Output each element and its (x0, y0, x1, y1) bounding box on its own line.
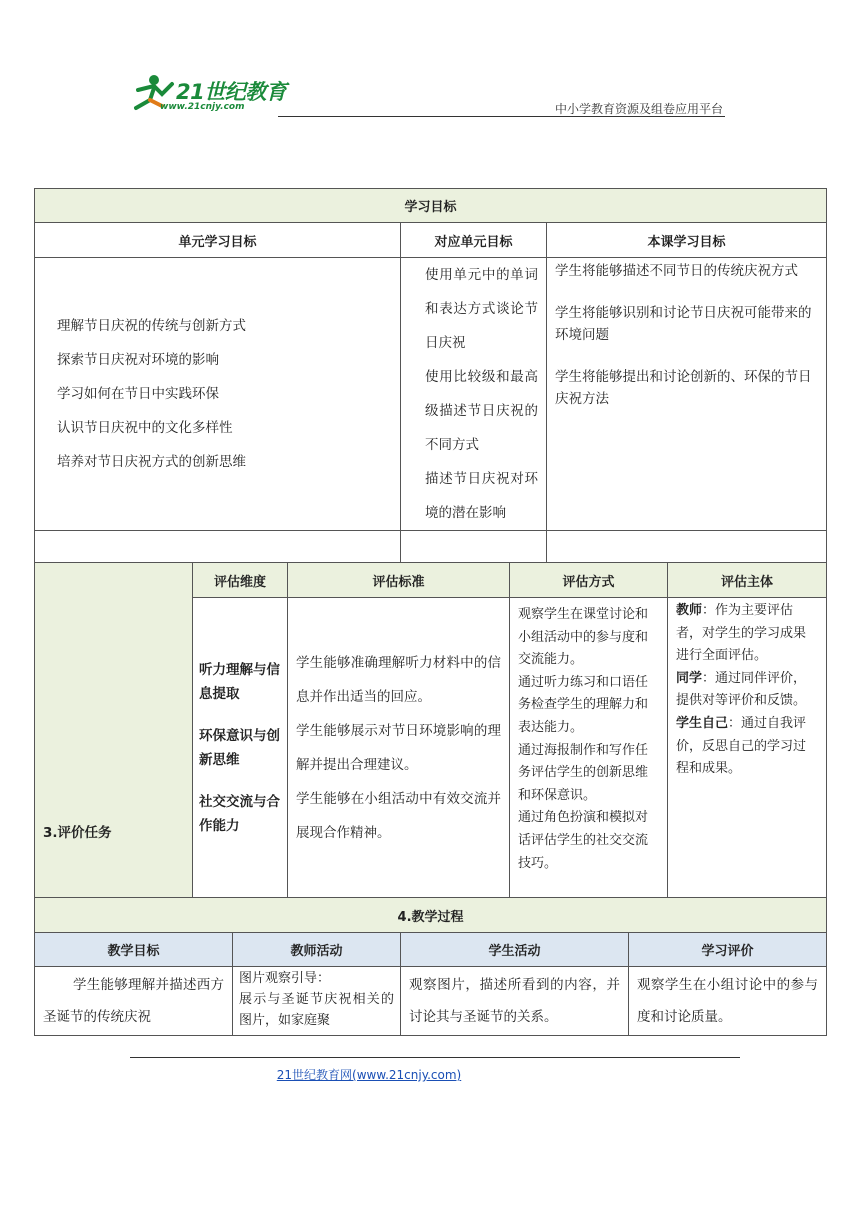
dimension-item: 环保意识与创新思维 (199, 727, 280, 768)
list-item: 使用比较级和最高级描述节日庆祝的不同方式 (425, 369, 538, 453)
evaluation-table (34, 562, 827, 898)
corresponding-objectives-list (401, 258, 547, 531)
empty-cell (401, 531, 547, 565)
row-eval: 观察学生在小组讨论中的参与度和讨论质量。 (629, 967, 827, 1036)
subject-item (676, 713, 818, 781)
list-item: 学生将能够描述不同节日的传统庆祝方式 (555, 263, 798, 279)
list-item: 学生将能够提出和讨论创新的、环保的节日庆祝方法 (555, 369, 812, 407)
col-dimension: 评估维度 (193, 563, 288, 598)
dimensions-cell (193, 598, 288, 898)
subjects-cell (668, 598, 827, 898)
method-item: 通过角色扮演和模拟对话评估学生的社交交流技巧。 (518, 810, 649, 871)
subject-role: 学生自己 (676, 715, 729, 731)
dimension-item: 社交交流与合作能力 (199, 793, 280, 834)
platform-name: 中小学教育资源及组卷应用平台 (554, 102, 723, 116)
standard-item: 学生能够展示对节日环境影响的理解并提出合理建议。 (296, 722, 501, 773)
subject-text: ：通过自我评价，反思自己的学习过程和成果。 (676, 715, 807, 777)
list-item: 描述节日庆祝对环境的潜在影响 (425, 471, 538, 521)
row-teacher (233, 967, 401, 1036)
header-divider (278, 116, 725, 117)
list-item: 使用单元中的单词和表达方式谈论节日庆祝 (425, 267, 538, 351)
objectives-title: 学习目标 (35, 189, 827, 223)
standards-cell (288, 598, 510, 898)
list-item: 理解节日庆祝的传统与创新方式 (57, 318, 246, 334)
method-item: 通过听力练习和口语任务检查学生的理解力和表达能力。 (518, 674, 649, 735)
methods-cell (510, 598, 668, 898)
col-lesson-objectives: 本课学习目标 (547, 223, 827, 258)
method-item: 通过海报制作和写作任务评估学生的创新思维和环保意识。 (518, 742, 649, 803)
col-unit-objectives: 单元学习目标 (35, 223, 401, 258)
list-item: 学习如何在节日中实践环保 (57, 386, 219, 402)
subject-role: 教师 (676, 603, 703, 618)
lesson-objectives-list (547, 258, 827, 531)
list-item: 培养对节日庆祝方式的创新思维 (57, 454, 246, 470)
objectives-table (34, 188, 827, 565)
page-header (0, 0, 860, 130)
subject-text: ：作为主要评估者，对学生的学习成果进行全面评估。 (676, 603, 807, 664)
col-goal: 教学目标 (35, 933, 233, 967)
empty-cell (35, 531, 401, 565)
logo-text: 21世纪教育 (176, 80, 287, 104)
footer-divider (130, 1057, 740, 1058)
col-subject: 评估主体 (668, 563, 827, 598)
col-teacher-activity: 教师活动 (233, 933, 401, 967)
standard-item: 学生能够在小组活动中有效交流并展现合作精神。 (296, 790, 501, 841)
list-item: 探索节日庆祝对环境的影响 (57, 352, 219, 368)
teacher-activity-title: 图片观察引导： (239, 971, 331, 986)
row-goal (35, 967, 233, 1036)
site-logo (128, 72, 298, 116)
row-goal-text: 学生能够理解并描述西方圣诞节的传统庆祝 (43, 977, 224, 1025)
col-student-activity: 学生活动 (401, 933, 629, 967)
unit-objectives-list (35, 258, 401, 531)
subject-item (676, 668, 818, 713)
subject-text: ：通过同伴评价，提供对等评价和反馈。 (676, 670, 807, 709)
list-item: 认识节日庆祝中的文化多样性 (57, 420, 233, 436)
dimension-item: 听力理解与信息提取 (199, 661, 280, 702)
col-learning-eval: 学习评价 (629, 933, 827, 967)
col-standard: 评估标准 (288, 563, 510, 598)
row-student: 观察图片，描述所看到的内容，并讨论其与圣诞节的关系。 (401, 967, 629, 1036)
subject-item (676, 600, 818, 668)
col-method: 评估方式 (510, 563, 668, 598)
subject-role: 同学 (676, 670, 703, 686)
process-title: 4.教学过程 (35, 898, 827, 933)
logo-url: www.21cnjy.com (160, 102, 245, 112)
method-item: 观察学生在课堂讨论和小组活动中的参与度和交流能力。 (518, 607, 649, 668)
col-corresponding-objectives: 对应单元目标 (401, 223, 547, 258)
footer-link[interactable]: 21世纪教育网(www.21cnjy.com) (276, 1068, 462, 1082)
teacher-activity-text: 展示与圣诞节庆祝相关的图片，如家庭聚 (239, 992, 394, 1028)
standard-item: 学生能够准确理解听力材料中的信息并作出适当的回应。 (296, 654, 501, 705)
evaluation-section-label: 3.评价任务 (35, 563, 193, 898)
process-table (34, 897, 827, 1036)
empty-cell (547, 531, 827, 565)
list-item: 学生将能够识别和讨论节日庆祝可能带来的环境问题 (555, 305, 812, 343)
